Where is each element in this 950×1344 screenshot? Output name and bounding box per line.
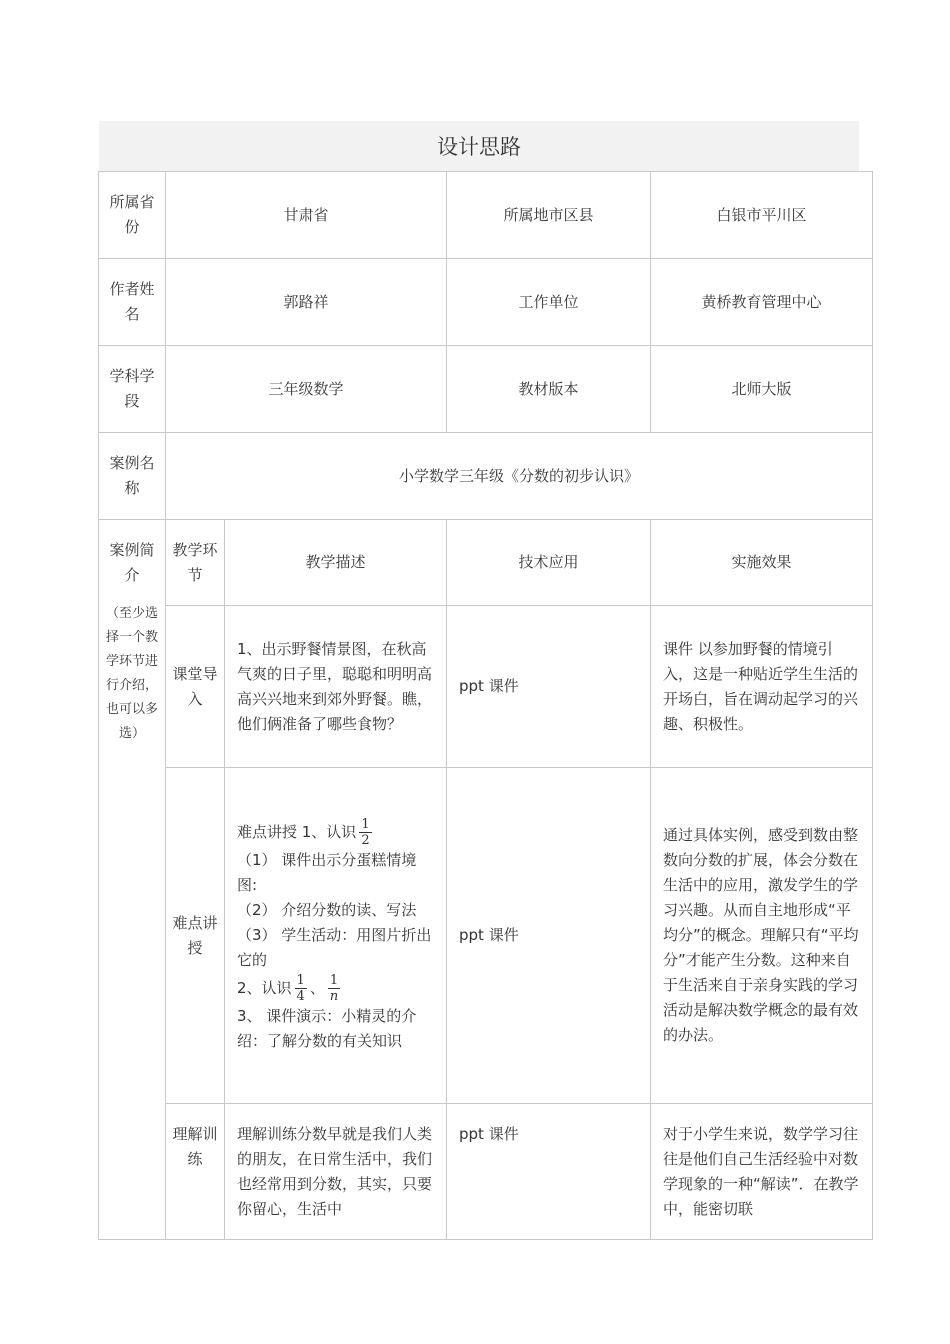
value-workplace: 黄桥教育管理中心: [651, 259, 873, 346]
desc-line-3: （2） 介绍分数的读、写法: [237, 901, 417, 919]
value-case-name: 小学数学三年级《分数的初步认识》: [166, 433, 873, 520]
desc-practice: 理解训练分数早就是我们人类的朋友，在日常生活中，我们也经常用到分数，其实，只要你留心，生活中: [225, 1104, 447, 1240]
label-edition: 教材版本: [447, 346, 651, 433]
tech-difficult: ppt 课件: [447, 768, 651, 1104]
desc-difficult: [225, 768, 447, 1104]
value-author: 郭路祥: [166, 259, 447, 346]
row-author: [99, 259, 873, 346]
label-case-intro: [99, 520, 166, 1240]
row-case-name: [99, 433, 873, 520]
stage-practice: 理解训练: [166, 1104, 225, 1240]
tech-intro: ppt 课件: [447, 606, 651, 768]
desc-line-6: 3、 课件演示：小精灵的介绍：了解分数的有关知识: [237, 1007, 417, 1050]
fraction-half: $\frac{1}{2}$: [361, 817, 370, 848]
stage-difficult: 难点讲授: [166, 768, 225, 1104]
header-stage: 教学环节: [166, 520, 225, 606]
design-table: [98, 171, 873, 1240]
row-difficult: [99, 768, 873, 1104]
header-effect: 实施效果: [651, 520, 873, 606]
desc-line-4: （3） 学生活动：用图片折出它的: [237, 926, 432, 969]
value-subject: 三年级数学: [166, 346, 447, 433]
row-intro: [99, 606, 873, 768]
effect-intro: 课件 以参加野餐的情境引入，这是一种贴近学生生活的开场白，旨在调动起学习的兴趣、积极性。: [651, 606, 873, 768]
value-city: 白银市平川区: [651, 172, 873, 259]
page-title: 设计思路: [99, 121, 859, 171]
desc-line-2: （1） 课件出示分蛋糕情境图:: [237, 851, 417, 894]
label-subject: 学科学段: [99, 346, 166, 433]
effect-practice: 对于小学生来说，数学学习往往是他们自己生活经验中对数学现象的一种“解读”．在教学中，能密切联: [651, 1104, 873, 1240]
label-case-name: 案例名称: [99, 433, 166, 520]
row-practice: [99, 1104, 873, 1240]
label-workplace: 工作单位: [447, 259, 651, 346]
case-intro-title: 案例简介: [109, 541, 155, 584]
desc-line-5: 2、认识 $\frac{1}{4}$ 、 $\frac{1}{n}$: [237, 973, 339, 1004]
tech-practice: ppt 课件: [447, 1104, 651, 1240]
stage-intro: 课堂导入: [166, 606, 225, 768]
header-desc: 教学描述: [225, 520, 447, 606]
desc-intro: 1、出示野餐情景图，在秋高气爽的日子里，聪聪和明明高高兴兴地来到郊外野餐。瞧，他们俩准备了哪些食物？: [225, 606, 447, 768]
effect-difficult: 通过具体实例，感受到数由整数向分数的扩展，体会分数在生活中的应用，激发学生的学习兴趣。从而自主地形成“平均分”的概念。理解只有“平均分”才能产生分数。这种来自于生活来自于亲身实践的学习活动是解决数学概念的最有效的办法。: [651, 768, 873, 1104]
header-tech: 技术应用: [447, 520, 651, 606]
label-city: 所属地市区县: [447, 172, 651, 259]
fraction-one-over-n: $\frac{1}{n}$: [329, 973, 339, 1004]
label-province: 所属省份: [99, 172, 166, 259]
row-intro-header: [99, 520, 873, 606]
row-province: [99, 172, 873, 259]
label-author: 作者姓名: [99, 259, 166, 346]
desc-line-1: 难点讲授 1、认识 $\frac{1}{2}$: [237, 817, 370, 848]
value-province: 甘肃省: [166, 172, 447, 259]
row-subject: [99, 346, 873, 433]
fraction-quarter: $\frac{1}{4}$: [296, 973, 305, 1004]
value-edition: 北师大版: [651, 346, 873, 433]
case-intro-note: （至少选择一个教学环节进行介绍，也可以多选）: [105, 606, 158, 741]
